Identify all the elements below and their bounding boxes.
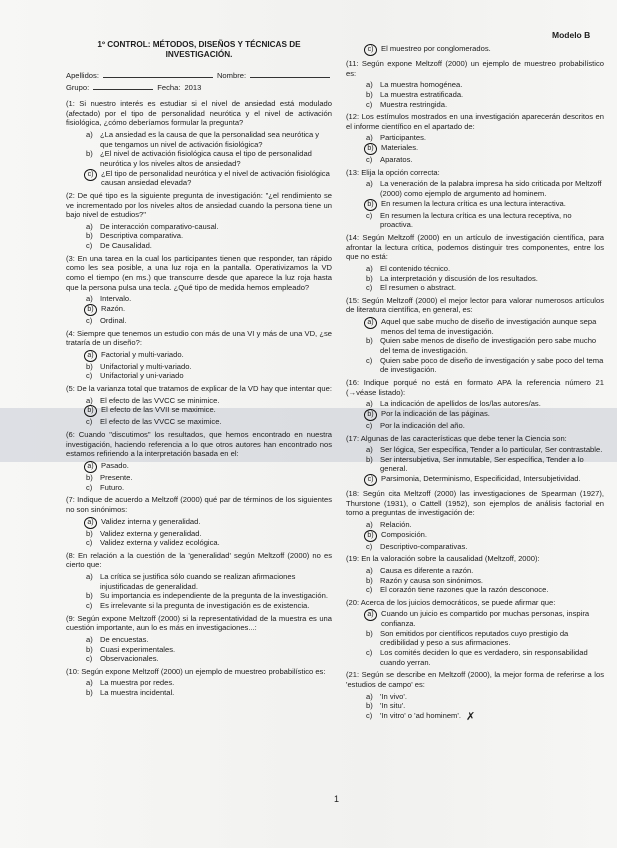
option-text: Participantes. [380, 133, 427, 143]
circled-answer-mark: a) [364, 317, 377, 329]
answer-option[interactable] [366, 409, 604, 421]
answer-option[interactable] [366, 711, 604, 725]
answer-option[interactable] [366, 520, 604, 530]
option-mark: a) [86, 294, 93, 304]
option-mark: b) [366, 273, 373, 283]
option-text: Intervalo. [100, 294, 132, 304]
option-text: Los comités deciden lo que es verdadero, sin responsabilidad cuando yerran. [380, 648, 588, 667]
option-text: Validez interna y generalidad. [101, 516, 201, 526]
question-block [346, 434, 604, 487]
circled-answer-mark: b) [84, 405, 97, 417]
option-text: Aparatos. [380, 155, 413, 165]
answer-option[interactable] [86, 130, 332, 149]
option-text: La veneración de la palabra impresa ha sido criticada por Meltzoff (2000) como ejemplo de argumento ad hominem. [380, 179, 602, 199]
question-block [66, 384, 332, 427]
option-mark: c) [366, 283, 373, 293]
option-mark: c) [86, 315, 93, 325]
option-text: Ser intersubjetiva, Ser inmutable, Ser específica, Tender a lo general. [380, 454, 584, 474]
question-text: (19: En la valoración sobre la causalidad (Meltzoff, 2000): [346, 554, 540, 564]
left-column [66, 40, 332, 698]
option-text: Su importancia es independiente de la pregunta de la investigación. [100, 591, 328, 601]
question-block [346, 168, 604, 230]
option-text: El contenido técnico. [380, 263, 451, 273]
option-text: Ser lógica, Ser específica, Tender a lo particular, Ser contrastable. [380, 445, 603, 455]
option-mark: b) [86, 644, 93, 654]
question-text: (13: Elija la opción correcta: [346, 167, 440, 177]
fecha-label: Fecha: [157, 83, 181, 93]
grupo-label: Grupo: [66, 83, 90, 93]
option-mark: a) [366, 179, 373, 189]
option-mark: b) [366, 336, 373, 346]
option-mark: c) [366, 541, 373, 551]
option-text: Es irrelevante si la pregunta de investigación es de existencia. [100, 601, 310, 610]
option-text: Unifactorial y multi-variado. [100, 361, 192, 371]
question-block [346, 598, 604, 667]
model-label: Modelo B [552, 30, 591, 40]
option-mark: c) [366, 355, 373, 365]
option-text: Validez externa y validez ecológica. [100, 538, 220, 548]
question-text: (6: Cuando "discutimos" los resultados, que hemos encontrado en nuestra investigación, haciendo referencia a lo que otros autores han encontrado nos estamos refiriendo a la interpretación basada en el: [66, 430, 332, 459]
option-mark: a) [366, 399, 373, 409]
option-mark: b) [86, 149, 93, 159]
answer-option[interactable] [86, 405, 332, 417]
option-text: La muestra estratificada. [380, 89, 464, 99]
question-text: (4: Siempre que tenemos un estudio con más de una VI y más de una VD, ¿se trataría de un diseño?: [66, 328, 332, 348]
answer-option[interactable] [86, 350, 332, 362]
answer-option[interactable] [366, 100, 604, 110]
option-text: Cuasi experimentales. [100, 644, 176, 654]
option-mark: a) [86, 572, 93, 582]
exam-title: 1º CONTROL: MÉTODOS, DISEÑOS Y TÉCNICAS DE INVESTIGACIÓN. [97, 40, 301, 60]
answer-option[interactable] [86, 396, 332, 406]
option-text: De Causalidad. [100, 241, 152, 251]
option-text: La muestra por redes. [100, 678, 175, 688]
question-block [346, 233, 604, 293]
question-block [346, 554, 604, 595]
answer-option[interactable] [366, 179, 604, 198]
question-block [346, 378, 604, 431]
answer-option[interactable] [86, 601, 332, 611]
right-column [346, 44, 604, 725]
question-block [346, 489, 604, 551]
answer-option[interactable] [366, 264, 604, 274]
option-mark: b) [86, 231, 93, 241]
option-mark: c) [86, 241, 93, 251]
apellidos-label: Apellidos: [66, 70, 99, 80]
option-mark: b) [86, 591, 93, 601]
option-mark: a) [366, 80, 373, 90]
answer-option[interactable] [86, 149, 332, 168]
option-text: 'In vitro' o 'ad hominem'. [380, 710, 461, 720]
question-text: (9: Según expone Meltzoff (2000) si la representatividad de la muestra es una cuestión importante, aun lo es más en investigaciones...: [66, 613, 332, 633]
option-text: La muestra homogénea. [380, 80, 463, 90]
option-mark: a) [366, 133, 373, 143]
option-text: Parsimonia, Determinismo, Especificidad, Intersubjetividad. [381, 474, 581, 484]
answer-option[interactable] [86, 241, 332, 251]
option-text: De encuestas. [100, 634, 149, 644]
circled-answer-mark: a) [364, 609, 377, 621]
option-mark: b) [86, 472, 93, 482]
answer-option[interactable] [86, 635, 332, 645]
option-mark: c) [366, 420, 373, 430]
answer-option[interactable] [366, 90, 604, 100]
answer-option[interactable] [366, 143, 604, 155]
option-text: El efecto de las VVCC se minimice. [100, 395, 220, 405]
question-text: (3: En una tarea en la cual los participantes tienen que responder, tan rápido como les sea posible, a una luz roja en la pantalla. Operativizamos la VD como el tiempo (en ms.) que transcurre desde que aparece la luz roja hasta que la persona pulsa una tecla. ¿Qué tipo de medida hemos empleado? [66, 253, 332, 292]
circled-answer-mark: b) [364, 199, 377, 211]
left-questions [66, 99, 332, 698]
option-mark: b) [366, 454, 373, 464]
answer-option[interactable] [366, 356, 604, 375]
option-mark: c) [366, 710, 373, 720]
option-mark: b) [86, 361, 93, 371]
answer-option[interactable] [366, 199, 604, 211]
answer-option[interactable] [366, 701, 604, 711]
answer-option[interactable] [366, 648, 604, 667]
option-text: El efecto de las VVII se maximice. [101, 405, 216, 415]
option-mark: b) [86, 528, 93, 538]
answer-option[interactable] [366, 421, 604, 431]
option-text: Razón y causa son sinónimos. [380, 575, 483, 585]
circled-answer-mark: b) [364, 409, 377, 421]
circled-answer-mark: c) [364, 474, 377, 486]
option-mark: b) [366, 628, 373, 638]
option-text: De interacción comparativo-causal. [100, 221, 219, 231]
answer-option[interactable] [366, 336, 604, 355]
circled-answer-mark: b) [84, 304, 97, 316]
circled-answer-mark: c) [364, 44, 377, 56]
option-mark: a) [366, 519, 373, 529]
question-text: (5: De la varianza total que tratamos de explicar de la VD hay que intentar que: [66, 384, 332, 394]
option-mark: a) [86, 634, 93, 644]
answer-option[interactable] [366, 274, 604, 284]
answer-option[interactable] [86, 222, 332, 232]
nombre-label: Nombre: [216, 70, 247, 80]
right-questions [346, 44, 604, 725]
option-mark: c) [86, 371, 93, 381]
nombre-field[interactable] [250, 69, 330, 78]
answer-option[interactable] [86, 304, 332, 316]
question-text: (11: Según expone Meltzoff (2000) un ejemplo de muestreo probabilístico es: [346, 59, 604, 78]
question-text: (21: Según se describe en Meltzoff (2000), la mejor forma de referirse a los 'estudios de campo' es: [346, 670, 604, 689]
option-mark: c) [86, 538, 93, 548]
circled-answer-mark: a) [84, 350, 97, 362]
question-block [66, 329, 332, 382]
option-mark: b) [86, 688, 93, 698]
answer-option[interactable] [366, 566, 604, 576]
answer-option[interactable] [86, 645, 332, 655]
question-text: (16: Indique porqué no está en formato APA la referencia número 21 (→véase listado): [346, 377, 604, 397]
fecha-value: 2013 [184, 83, 202, 93]
question-text: (12: Los estímulos mostrados en una investigación aparecerán descritos en el informe científico en el apartado de: [346, 112, 604, 131]
answer-option[interactable] [86, 688, 332, 698]
option-mark: b) [366, 575, 373, 585]
option-text: Descriptiva comparativa. [100, 231, 184, 241]
answer-option[interactable] [366, 44, 604, 56]
question-block [66, 551, 332, 611]
option-mark: c) [366, 648, 373, 658]
question-text: (17: Algunas de las características que debe tener la Ciencia son: [346, 433, 567, 443]
option-text: ¿El tipo de personalidad neurótica y el nivel de activación fisiológica causan ansiedad elevada? [101, 168, 330, 188]
option-text: La muestra incidental. [100, 688, 175, 698]
question-text: (14: Según Meltzoff (2000) en un artículo de investigación científica, para afrontar la lectura crítica, podemos distinguir tres componentes, entre los que no está: [346, 232, 604, 262]
option-text: Causa es diferente a razón. [380, 565, 474, 575]
option-text: Materiales. [381, 143, 419, 153]
option-mark: a) [86, 221, 93, 231]
option-mark: b) [366, 701, 373, 711]
option-text: El corazón tiene razones que la razón desconoce. [380, 585, 549, 595]
answer-option[interactable] [366, 80, 604, 90]
option-text: Quien sabe menos de diseño de investigación pero sabe mucho del tema de investigación. [380, 336, 597, 356]
option-text: Relación. [380, 519, 412, 529]
answer-option[interactable] [86, 294, 332, 304]
option-text: Observacionales. [100, 654, 159, 664]
answer-option[interactable] [86, 483, 332, 493]
option-mark: a) [366, 263, 373, 273]
question-block [346, 296, 604, 375]
answer-option[interactable] [366, 445, 604, 455]
question-text: (2: De qué tipo es la siguiente pregunta de investigación: "¿el rendimiento se ve incrementado por los niveles altos de ansiedad cuando la persona tiene un bajo nivel de estudios?" [66, 190, 332, 220]
question-block [346, 44, 604, 56]
option-mark: a) [366, 691, 373, 701]
group-row [66, 81, 332, 93]
option-mark: c) [86, 601, 93, 610]
option-text: La crítica se justifica sólo cuando se realizan afirmaciones injustificadas de generalidad. [100, 572, 296, 591]
question-block [66, 667, 332, 698]
option-text: Por la indicación de las páginas. [381, 408, 490, 418]
answer-option[interactable] [86, 169, 332, 188]
option-mark: a) [366, 565, 373, 575]
option-mark: c) [86, 654, 93, 664]
answer-option[interactable] [366, 133, 604, 143]
question-block [346, 670, 604, 725]
answer-option[interactable] [86, 538, 332, 548]
option-text: En resumen la lectura crítica es una lectura receptiva, no proactiva. [380, 210, 572, 230]
question-block [346, 59, 604, 109]
answer-option[interactable] [366, 530, 604, 542]
option-text: En resumen la lectura crítica es una lectura interactiva. [381, 198, 566, 208]
question-block [66, 191, 332, 251]
option-mark: a) [86, 395, 93, 405]
answer-option[interactable] [86, 517, 332, 529]
option-text: El resumen o abstract. [380, 283, 456, 293]
option-text: 'In situ'. [380, 701, 406, 711]
question-text: (10: Según expone Meltzoff (2000) un ejemplo de muestreo probabilístico es: [66, 666, 326, 676]
question-block [66, 495, 332, 548]
answer-option[interactable] [366, 576, 604, 586]
answer-option[interactable] [86, 417, 332, 427]
circled-answer-mark: b) [364, 143, 377, 155]
option-text: ¿La ansiedad es la causa de que la personalidad sea neurótica y que tengamos un nivel de activación fisiológica? [100, 130, 320, 149]
answer-option[interactable] [366, 155, 604, 165]
option-mark: c) [86, 417, 93, 427]
answer-option[interactable] [86, 461, 332, 473]
answer-option[interactable] [86, 371, 332, 381]
option-text: Validez externa y generalidad. [100, 528, 202, 538]
question-block [66, 254, 332, 326]
option-text: 'In vivo'. [380, 691, 407, 701]
answer-option[interactable] [86, 316, 332, 326]
name-row [66, 69, 332, 81]
circled-answer-mark: b) [364, 530, 377, 542]
answer-option[interactable] [366, 399, 604, 409]
option-text: Factorial y multi-variado. [101, 349, 184, 359]
answer-option[interactable] [86, 678, 332, 688]
option-mark: c) [366, 99, 373, 109]
option-text: Descriptivo-comparativas. [380, 541, 468, 551]
answer-option[interactable] [366, 542, 604, 552]
option-text: Pasado. [101, 460, 129, 470]
option-mark: c) [366, 585, 373, 595]
option-text: Son emitidos por científicos reputados cuyo prestigio da credibilidad y peso a sus afirmaciones. [380, 628, 569, 648]
grupo-field[interactable] [93, 81, 153, 90]
question-block [66, 430, 332, 492]
circled-answer-mark: c) [84, 169, 97, 181]
answer-option[interactable] [366, 692, 604, 702]
circled-answer-mark: a) [84, 517, 97, 529]
question-text: (20: Acerca de los juicios democráticos, se puede afirmar que: [346, 597, 556, 607]
answer-option[interactable] [366, 283, 604, 293]
question-block [66, 99, 332, 188]
option-text: Por la indicación del año. [380, 420, 465, 430]
option-text: Composición. [381, 529, 428, 539]
question-block [346, 112, 604, 165]
circled-answer-mark: a) [84, 461, 97, 473]
apellidos-field[interactable] [103, 69, 213, 78]
option-text: Unifactorial y uni-variado [100, 371, 184, 381]
answer-option[interactable] [366, 211, 604, 230]
answer-option[interactable] [366, 317, 604, 336]
option-text: Futuro. [100, 482, 125, 492]
option-text: Aquel que sabe mucho de diseño de investigación aunque sepa menos del tema de investigación. [381, 317, 597, 336]
question-text: (8: En relación a la cuestión de la 'generalidad' según Meltzoff (2000) no es cierto que: [66, 550, 332, 570]
question-text: (18: Según cita Meltzoff (2000) las investigaciones de Spearman (1927), Thurstone (1931), o Cattell (1952), son ejemplos de análisis factorial en torno a preguntas de investigación de: [346, 489, 604, 518]
handwritten-x-mark: ✗ [465, 710, 476, 723]
answer-option[interactable] [366, 474, 604, 486]
option-mark: a) [366, 445, 373, 455]
option-text: Cuando un juicio es compartido por muchas personas, inspira confianza. [381, 609, 590, 629]
option-text: La indicación de apellidos de los/las autores/as. [380, 399, 541, 409]
answer-option[interactable] [366, 609, 604, 628]
question-text: (7: Indique de acuerdo a Meltzoff (2000) qué par de términos de los siguientes no son sinónimos: [66, 495, 332, 514]
option-mark: c) [366, 210, 373, 220]
answer-option[interactable] [366, 629, 604, 648]
option-mark: a) [86, 130, 93, 140]
option-text: Quien sabe poco de diseño de investigación y sabe poco del tema de investigación. [380, 355, 604, 375]
option-text: El muestreo por conglomerados. [381, 44, 491, 53]
option-mark: c) [366, 155, 373, 165]
question-text: (15: Según Meltzoff (2000) el mejor lector para valorar numerosos artículos de literatura científica, en general, es: [346, 295, 604, 315]
option-mark: a) [86, 678, 93, 688]
answer-option[interactable] [86, 231, 332, 241]
option-text: Razón. [101, 303, 126, 313]
option-mark: b) [366, 89, 373, 99]
page-number: 1 [334, 794, 340, 804]
answer-option[interactable] [366, 585, 604, 595]
question-block [66, 614, 332, 664]
option-text: El efecto de las VVCC se maximice. [100, 417, 222, 427]
option-text: Muestra restringida. [380, 99, 448, 109]
answer-option[interactable] [366, 455, 604, 474]
option-text: Presente. [100, 472, 133, 482]
option-text: La interpretación y discusión de los resultados. [380, 273, 538, 283]
answer-option[interactable] [86, 529, 332, 539]
answer-option[interactable] [86, 362, 332, 372]
answer-option[interactable] [86, 654, 332, 664]
answer-option[interactable] [86, 591, 332, 601]
answer-option[interactable] [86, 572, 332, 591]
option-mark: c) [86, 482, 93, 492]
question-text: (1: Si nuestro interés es estudiar si el nivel de ansiedad está modulado (afectado) por el tipo de personalidad neurótica y el nivel de activación fisiológica, ¿cómo deberíamos formular la pregunta? [66, 99, 332, 128]
option-text: ¿El nivel de activación fisiológica causa el tipo de personalidad neurótica y los niveles altos de ansiedad? [100, 149, 312, 168]
option-text: Ordinal. [100, 315, 127, 325]
answer-option[interactable] [86, 473, 332, 483]
